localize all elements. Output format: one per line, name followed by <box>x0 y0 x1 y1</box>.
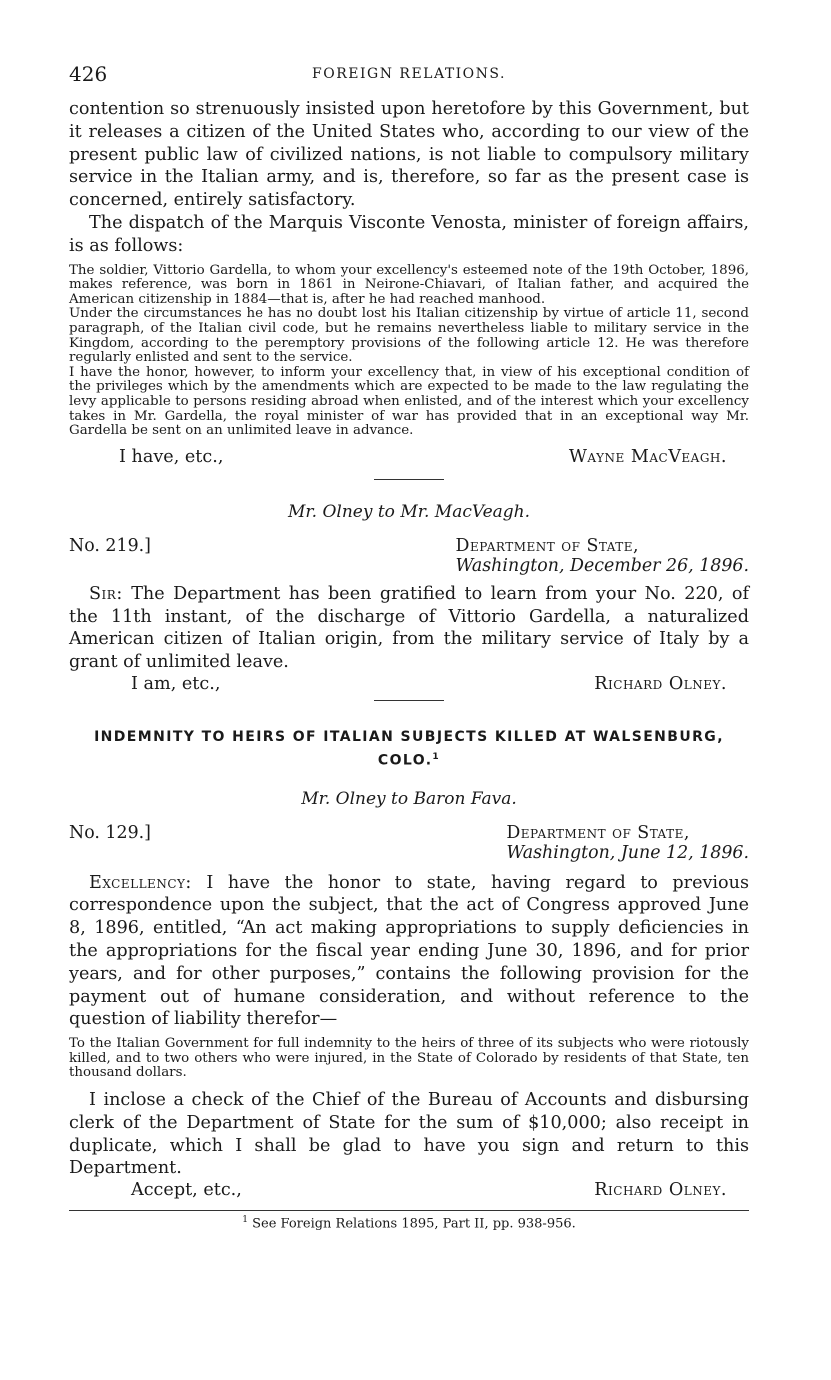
place-date: Washington, June 12, 1896. <box>506 842 749 863</box>
closing: I have, etc., <box>119 446 224 467</box>
page-header <box>69 58 749 90</box>
footnote-text: See Foreign Relations 1895, Part II, pp. 938-956. <box>252 1216 576 1232</box>
closing: Accept, etc., <box>131 1180 242 1201</box>
letter-number-line <box>69 536 749 580</box>
quote-paragraph: Under the circumstances he has no doubt lost his Italian citizenship by virtue of article 11, second paragraph, of the Italian civil code, but he remains nevertheless liable to military service in the Kingdom, according to the peremptory provisions of the following article 12. He was therefore regularly enlisted and sent to the service. <box>69 306 749 366</box>
running-head: FOREIGN RELATIONS. <box>312 66 506 82</box>
footnote <box>69 1215 749 1231</box>
paragraph-dispatch-intro: The dispatch of the Marquis Visconte Venosta, minister of foreign affairs, is as follows: <box>69 212 749 256</box>
quoted-dispatch <box>69 264 749 439</box>
section-title-text: INDEMNITY TO HEIRS OF ITALIAN SUBJECTS KILLED AT WALSENBURG, COLO. <box>94 728 724 769</box>
footnote-divider <box>69 1210 749 1211</box>
letter-body <box>69 872 749 1032</box>
dateline <box>455 535 749 576</box>
letter-number-line <box>69 823 749 867</box>
signature-block <box>69 1180 749 1200</box>
letter-text: The Department has been gratified to learn from your No. 220, of the 11th instant, of the discharge of Vittorio Gardella, a naturalized American citizen of Italian origin, from the military service of Italy by a grant of unlimited leave. <box>69 583 749 673</box>
place-date: Washington, December 26, 1896. <box>455 555 749 576</box>
dispatch-number: No. 219.] <box>69 535 151 556</box>
quote-paragraph: The soldier, Vittorio Gardella, to whom your excellency's esteemed note of the 19th October, 1896, makes reference, was born in 1861 in Neirone-Chiavari, of Italian father, and acquired the American citizenship in 1884—that is, after he had reached manhood. <box>69 262 749 307</box>
footnote-ref: 1 <box>432 751 441 762</box>
letter-heading: Mr. Olney to Baron Fava. <box>301 788 517 809</box>
signature-block <box>69 674 749 694</box>
department-name: Department of State, <box>506 822 690 843</box>
dateline <box>506 822 749 863</box>
department-name: Department of State, <box>455 535 640 556</box>
dispatch-number: No. 129.] <box>69 822 151 843</box>
divider <box>374 700 444 701</box>
letter-body <box>69 583 749 674</box>
letter-body-2: I inclose a check of the Chief of the Bureau of Accounts and disbursing clerk of the Department of State for the sum of $10,000; also receipt in duplicate, which I shall be glad to have you sign and return to this Department. <box>69 1089 749 1179</box>
section-title <box>69 727 749 771</box>
signature: Richard Olney. <box>594 1180 727 1201</box>
footnote-mark: 1 <box>242 1215 248 1226</box>
signature: Richard Olney. <box>594 673 727 694</box>
divider <box>374 479 444 480</box>
quoted-provision: To the Italian Government for full indemnity to the heirs of three of its subjects who were riotously killed, and to two others who were injured, in the State of Colorado by residents of that State, ten thousand dollars. <box>69 1036 749 1081</box>
letter-heading: Mr. Olney to Mr. MacVeagh. <box>287 501 531 522</box>
paragraph-continuation: contention so strenuously insisted upon heretofore by this Government, but it releases a citizen of the United States who, according to our view of the present public law of civilized nations, is not liable to compulsory military service in the Italian army, and is, therefore, so far as the present case is concerned, entirely satisfactory. <box>69 99 749 211</box>
salutation: Excellency: <box>89 872 192 893</box>
signature-block <box>69 447 749 467</box>
quote-paragraph: I have the honor, however, to inform your excellency that, in view of his exceptional condition of the privileges which by the amendments which are expected to be made to the law regulating the levy applicable to persons residing abroad when enlisted, and of the interest which your excellency takes in Mr. Gardella, the royal minister of war has provided that in an exceptional way Mr. Gardella be sent on an unlimited leave in advance. <box>69 364 749 439</box>
document-page <box>69 58 749 1231</box>
closing: I am, etc., <box>131 673 221 694</box>
signature: Wayne MacVeagh. <box>568 446 727 467</box>
letter-text: I have the honor to state, having regard to previous correspondence upon the subject, that the act of Congress approved June 8, 1896, entitled, “An act making appropriations to supply deficiencies in the appropriations for the fiscal year ending June 30, 1896, and for prior years, and for other purposes,” contains the following provision for the payment out of humane consideration, and without reference to the question of liability therefor— <box>69 872 750 1030</box>
salutation: Sir: <box>89 583 123 604</box>
page-number: 426 <box>69 62 108 86</box>
